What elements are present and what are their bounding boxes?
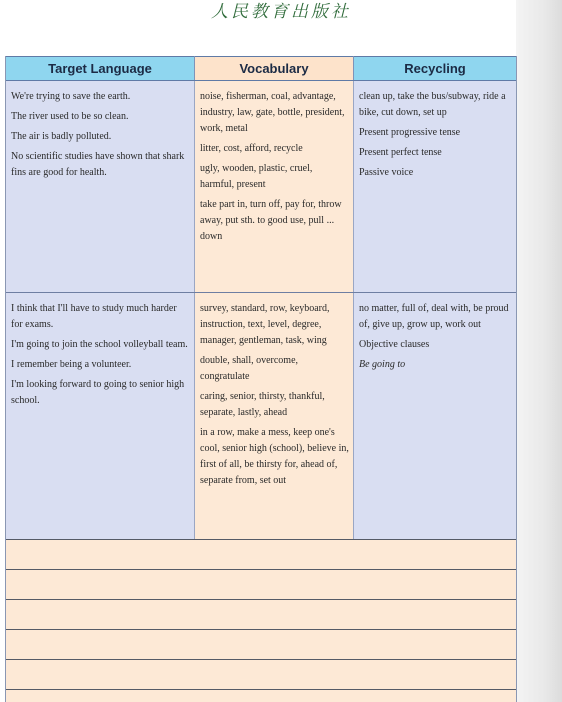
header-recycling: Recycling [354, 57, 517, 81]
table-row [6, 81, 516, 293]
target-sentence: We're trying to save the earth. [11, 91, 131, 102]
note-line [6, 599, 516, 600]
vocabulary-group: survey, standard, row, keyboard, instruction, text, level, degree, manager, gentleman, task, wing [200, 303, 330, 346]
recycling-item: clean up, take the bus/subway, ride a bike, cut down, set up [359, 91, 506, 118]
recycling-item: Present perfect tense [359, 147, 442, 158]
recycling-cell [354, 81, 517, 293]
target-sentence: The air is badly polluted. [11, 131, 112, 142]
header-row [6, 57, 516, 81]
note-line [6, 539, 516, 540]
recycling-item: Be going to [359, 359, 406, 370]
note-line [6, 689, 516, 690]
header-target-language: Target Language [6, 57, 195, 81]
target-sentence: I'm looking forward to going to senior high school. [11, 379, 185, 406]
target-language-cell [6, 81, 195, 293]
vocabulary-group: caring, senior, thirsty, thankful, separate, lastly, ahead [200, 391, 325, 418]
recycling-item: no matter, full of, deal with, be proud of, give up, grow up, work out [359, 303, 509, 330]
page-gutter-shadow [516, 0, 562, 702]
unit-overview-table [6, 56, 516, 541]
unit-overview-sheet [5, 56, 517, 702]
target-sentence: I remember being a volunteer. [11, 359, 132, 370]
target-sentence: I'm going to join the school volleyball team. [11, 339, 188, 350]
vocabulary-group: take part in, turn off, pay for, throw away, put sth. to good use, pull ... down [200, 199, 342, 242]
publisher-logo: 人民教育出版社 [211, 2, 351, 22]
vocabulary-group: double, shall, overcome, congratulate [200, 355, 299, 382]
vocabulary-group: ugly, wooden, plastic, cruel, harmful, present [200, 163, 313, 190]
vocabulary-group: noise, fisherman, coal, advantage, industry, law, gate, bottle, president, work, metal [200, 91, 345, 134]
target-sentence: No scientific studies have shown that shark fins are good for health. [11, 151, 185, 178]
recycling-item: Present progressive tense [359, 127, 461, 138]
note-line [6, 659, 516, 660]
table-row [6, 293, 516, 541]
vocabulary-cell [195, 293, 354, 541]
note-line [6, 629, 516, 630]
recycling-item: Objective clauses [359, 339, 430, 350]
recycling-item: Passive voice [359, 167, 414, 178]
target-language-cell [6, 293, 195, 541]
header-vocabulary: Vocabulary [195, 57, 354, 81]
vocabulary-group: in a row, make a mess, keep one's cool, senior high (school), believe in, first of all, be thirsty for, ahead of, separate from, set out [200, 427, 349, 486]
note-line [6, 569, 516, 570]
notes-area [6, 539, 516, 702]
recycling-cell [354, 293, 517, 541]
target-sentence: The river used to be so clean. [11, 111, 129, 122]
vocabulary-group: litter, cost, afford, recycle [200, 143, 303, 154]
target-sentence: I think that I'll have to study much harder for exams. [11, 303, 177, 330]
vocabulary-cell [195, 81, 354, 293]
